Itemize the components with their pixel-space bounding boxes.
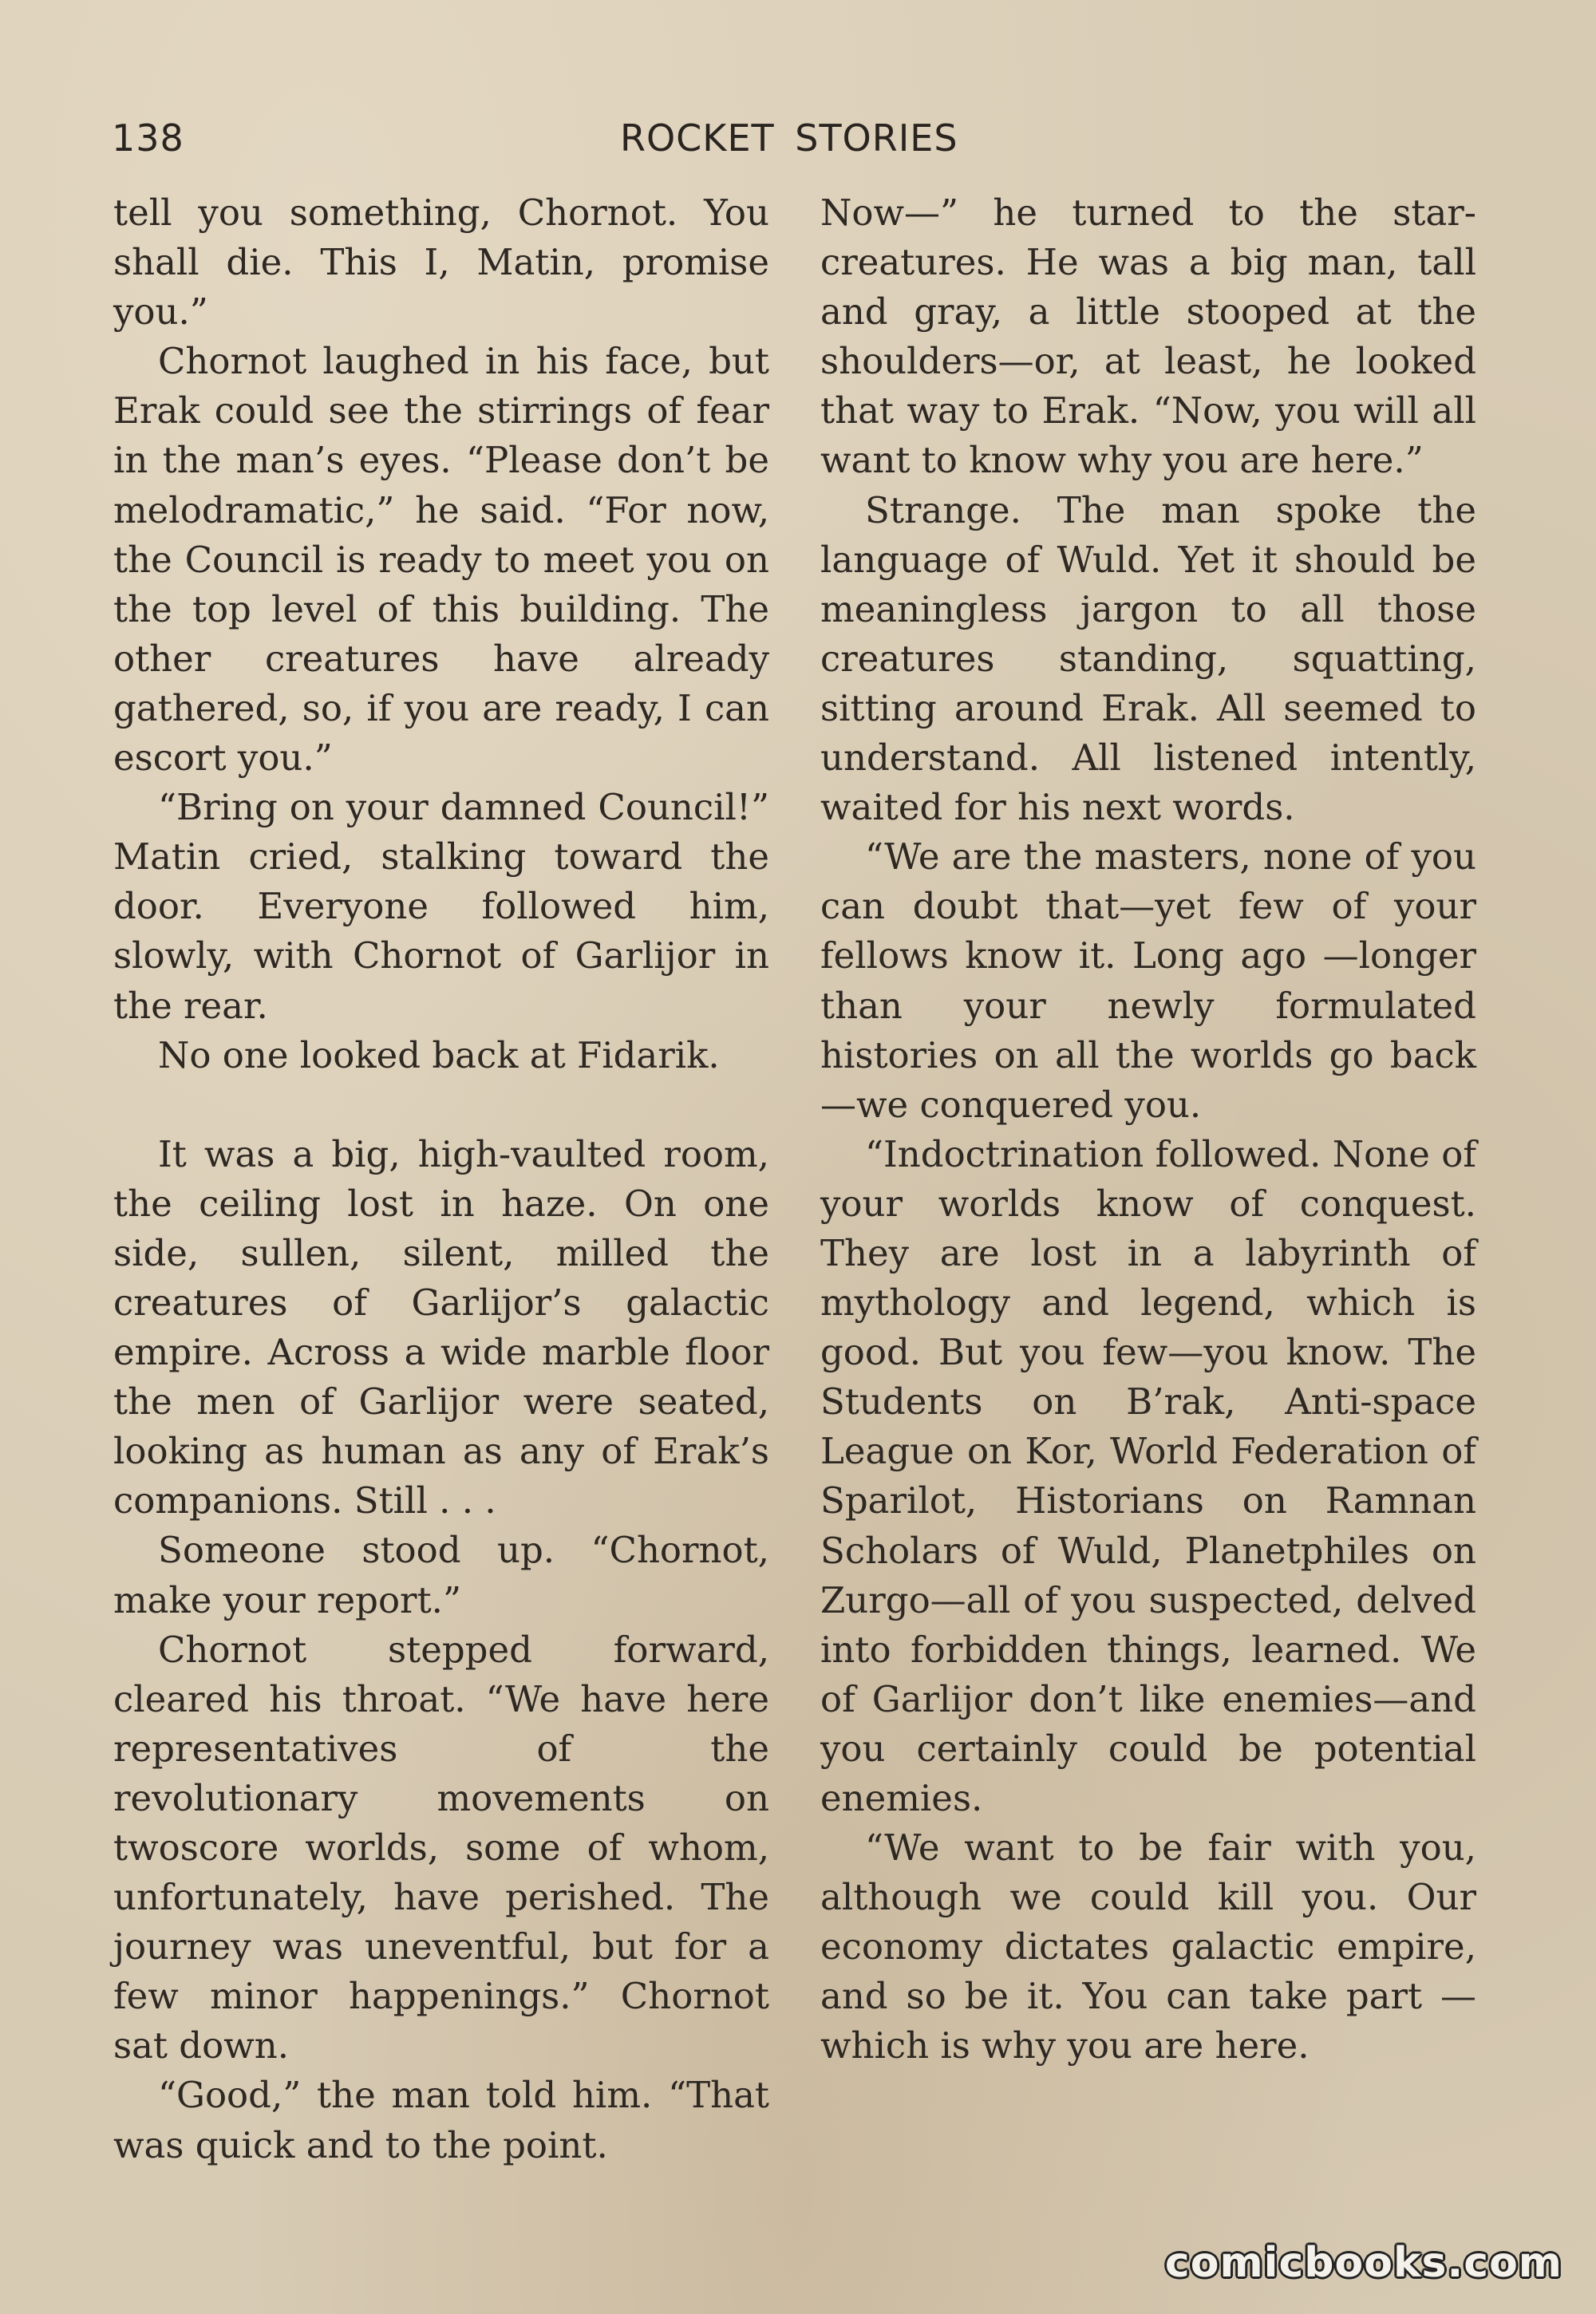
paragraph: Someone stood up. “Chornot, make your report.”	[113, 1529, 769, 1621]
paragraph: No one looked back at Fidarik.	[158, 1033, 720, 1076]
paragraph: “Good,” the man told him. “That was quick and to the point.	[113, 2074, 769, 2166]
paragraph: Chornot laughed in his face, but Erak could see the stirrings of fear in the man’s eyes. “Please don’t be melodramatic,” he said. “For now, the Council is ready to meet you on the top level of this building. The other creatures have already gathered, so, if you are ready, I can escort you.”	[113, 340, 769, 780]
running-head	[112, 116, 1476, 172]
paragraph: “Indoctrination followed. None of your worlds know of conquest. They are lost in a labyrinth of mythology and legend, which is good. But you few—you know. The Students on B’rak, Anti-space League on Kor, World Federation of Sparilot, Historians on Ramnan Scholars of Wuld, Planetphiles on Zurgo—all of you suspected, delved into forbidden things, learned. We of Garlijor don’t like enemies—and you certainly could be potential enemies.	[820, 1132, 1476, 1819]
paragraph: “We are the masters, none of you can doubt that—yet few of your fellows know it. Long ago —longer than your newly formulated histories on all the worlds go back—we conquered you.	[820, 835, 1476, 1126]
paragraph: Strange. The man spoke the language of Wuld. Yet it should be meaningless jargon to all those creatures standing, squatting, sitting around Erak. All seemed to understand. All listened intently, waited for his next words.	[820, 488, 1476, 829]
right-column	[820, 188, 1476, 2071]
left-column	[113, 188, 769, 2170]
paragraph: Now—” he turned to the star-creatures. He was a big man, tall and gray, a little stooped at the shoulders—or, at least, he looked that way to Erak. “Now, you will all want to know why you are here.”	[820, 192, 1476, 482]
paragraph: tell you something, Chornot. You shall die. This I, Matin, promise you.”	[113, 192, 769, 334]
running-title: ROCKET STORIES	[620, 116, 958, 160]
paragraph: Chornot stepped forward, cleared his throat. “We have here representatives of the revolutionary movements on twoscore worlds, some of whom, unfortunately, have perished. The journey was uneventful, but for a few minor happenings.” Chornot sat down.	[113, 1628, 769, 2067]
page-number: 138	[112, 116, 184, 160]
watermark: comicbooks.com	[1164, 2239, 1562, 2287]
paragraph: It was a big, high-vaulted room, the ceiling lost in haze. On one side, sullen, silent, milled the creatures of Garlijor’s galactic empire. Across a wide marble floor the men of Garlijor were seated, looking as human as any of Erak’s companions. Still . . .	[113, 1132, 769, 1522]
paragraph: “We want to be fair with you, although we could kill you. Our economy dictates galactic empire, and so be it. You can take part —which is why you are here.	[820, 1826, 1476, 2067]
paragraph: “Bring on your damned Council!” Matin cried, stalking toward the door. Everyone followed him, slowly, with Chornot of Garlijor in the rear.	[113, 786, 769, 1027]
